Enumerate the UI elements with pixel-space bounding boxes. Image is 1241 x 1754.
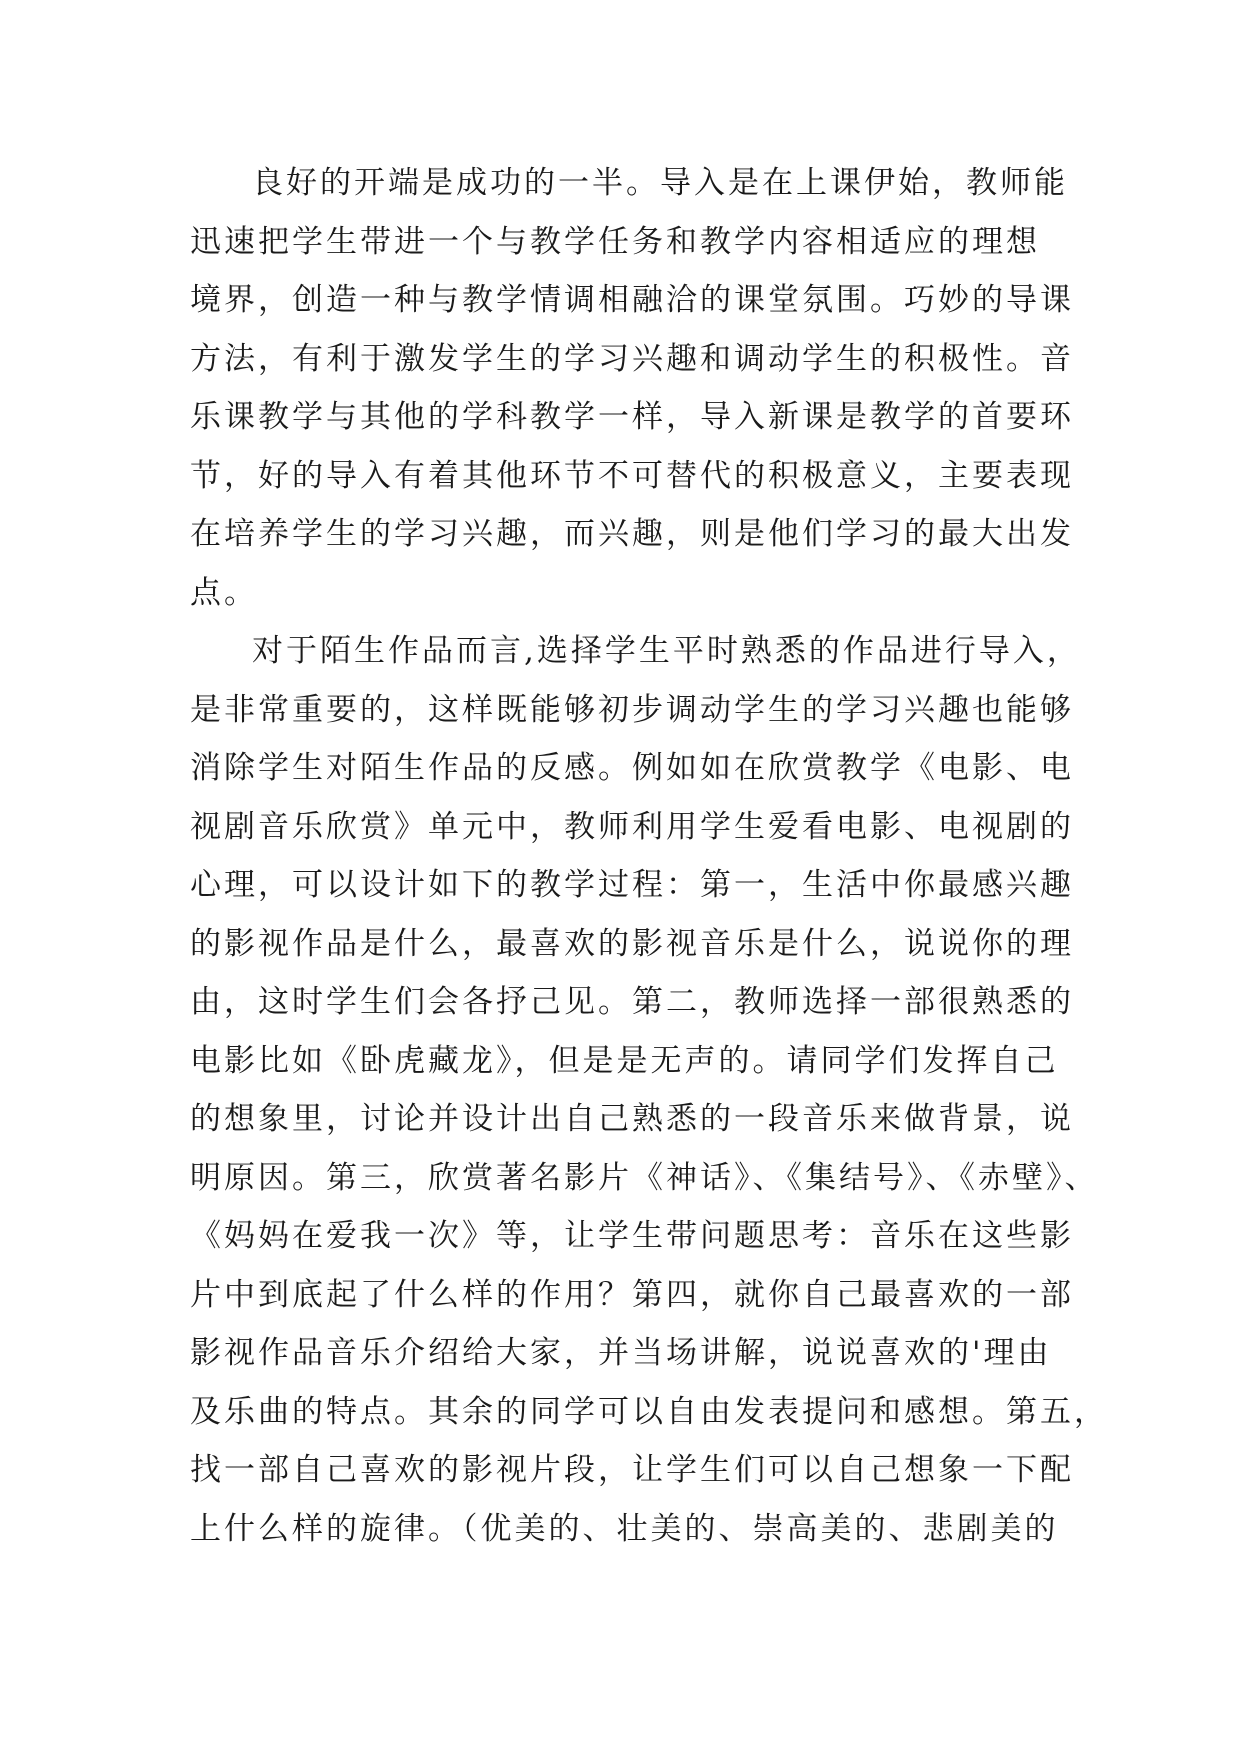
paragraph-2 [190,622,1108,1558]
text-line: 明原因。第三，欣赏著名影片《神话》、《集结号》、《赤壁》、 [190,1159,1099,1196]
body-text [190,154,1108,1558]
text-line: 电影比如《卧虎藏龙》，但是是无声的。请同学们发挥自己 [190,1042,1059,1079]
text-line: 在培养学生的学习兴趣，而兴趣，则是他们学习的最大出发 [190,516,1074,552]
text-line: 的影视作品是什么，最喜欢的影视音乐是什么，说说你的理 [190,925,1074,962]
text-line: 节，好的导入有着其他环节不可替代的积极意义，主要表现 [190,457,1074,494]
text-line: 由，这时学生们会各抒己见。第二，教师选择一部很熟悉的 [190,984,1074,1020]
text-line: 找一部自己喜欢的影视片段，让学生们可以自己想象一下配 [190,1452,1074,1488]
text-line: 影视作品音乐介绍给大家，并当场讲解，说说喜欢的'理由 [190,1335,1052,1371]
text-line: 对于陌生作品而言,选择学生平时熟悉的作品进行导入， [252,633,1081,669]
text-line: 良好的开端是成功的一半。导入是在上课伊始，教师能 [252,165,1068,201]
text-line: 片中到底起了什么样的作用？第四，就你自己最喜欢的一部 [190,1276,1074,1313]
text-line: 境界，创造一种与教学情调相融洽的课堂氛围。巧妙的导课 [190,282,1074,318]
text-line: 消除学生对陌生作品的反感。例如如在欣赏教学《电影、电 [190,750,1074,786]
text-line: 视剧音乐欣赏》单元中，教师利用学生爱看电影、电视剧的 [190,808,1074,845]
text-line: 点。 [190,574,258,611]
text-line: 的想象里，讨论并设计出自己熟悉的一段音乐来做背景，说 [190,1101,1074,1137]
text-line: 及乐曲的特点。其余的同学可以自由发表提问和感想。第五， [190,1393,1108,1430]
text-line: 《妈妈在爱我一次》等，让学生带问题思考：音乐在这些影 [190,1218,1074,1254]
text-line: 是非常重要的，这样既能够初步调动学生的学习兴趣也能够 [190,691,1074,728]
text-line: 上什么样的旋律。（优美的、壮美的、崇高美的、悲剧美的 [190,1510,1059,1547]
text-line: 方法，有利于激发学生的学习兴趣和调动学生的积极性。音 [190,340,1074,377]
text-line: 心理，可以设计如下的教学过程：第一，生活中你最感兴趣 [190,867,1074,903]
paragraph-1 [190,154,1074,622]
text-line: 迅速把学生带进一个与教学任务和教学内容相适应的理想 [190,223,1040,260]
text-line: 乐课教学与其他的学科教学一样，导入新课是教学的首要环 [190,399,1074,435]
